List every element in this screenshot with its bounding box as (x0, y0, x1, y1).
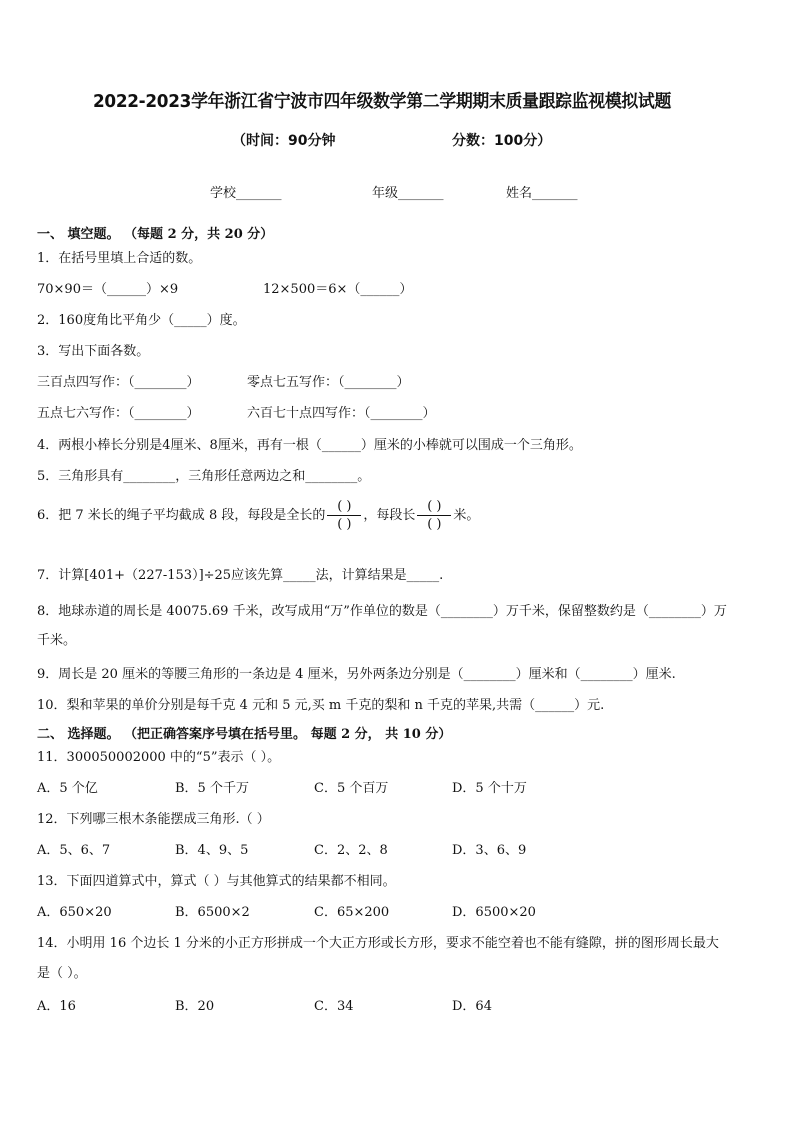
question-6-prefix: 6．把 7 米长的绳子平均截成 8 段，每段是全长的 (37, 507, 326, 523)
question-1b: 12×500＝6×（______） (263, 282, 413, 297)
question-2: 2．160度角比平角少（_____）度。 (37, 313, 246, 328)
question-13: 13．下面四道算式中，算式（ ）与其他算式的结果都不相同。 (37, 874, 396, 889)
q14-option-b: B．20 (175, 999, 215, 1014)
exam-time: （时间：90分钟 (232, 133, 336, 149)
q12-option-a: A．5、6、7 (37, 843, 111, 858)
q14-option-d: D．64 (452, 999, 492, 1014)
question-3c: 五点七六写作：（________） (37, 406, 200, 421)
question-14-line1: 14．小明用 16 个边长 1 分米的小正方形拼成一个大正方形或长方形，要求不能空着也不能有缝隙，拼的图形周长最大 (37, 936, 719, 951)
q12-option-d: D．3、6、9 (452, 843, 527, 858)
q11-option-b: B．5 个千万 (175, 781, 249, 796)
question-3d: 六百七十点四写作：（________） (247, 406, 436, 421)
fraction-blank-1 (327, 498, 361, 533)
question-3b: 零点七五写作：（________） (247, 375, 410, 390)
q12-option-c: C．2、2、8 (314, 843, 388, 858)
fraction-numerator: ( ) (427, 499, 442, 514)
question-3a: 三百点四写作：（________） (37, 375, 200, 390)
question-10: 10．梨和苹果的单价分别是每千克 4 元和 5 元,买 m 千克的梨和 n 千克的苹果,共需（______）元. (37, 698, 605, 713)
question-11: 11．300050002000 中的“5”表示（ ）。 (37, 750, 281, 765)
fraction-blank-2 (417, 498, 451, 533)
section-title-fill-blank: 一、 填空题。 （每题 2 分，共 20 分） (37, 227, 274, 242)
question-6 (37, 498, 479, 533)
section-title-choice: 二、 选择题。 （把正确答案序号填在括号里。 每题 2 分， 共 10 分） (37, 727, 452, 742)
question-6-middle: ，每段长 (363, 507, 416, 523)
q11-option-c: C．5 个百万 (314, 781, 389, 796)
q13-option-c: C．65×200 (314, 905, 390, 920)
question-12: 12．下列哪三根木条能摆成三角形.（ ） (37, 812, 270, 827)
question-8-line1: 8．地球赤道的周长是 40075.69 千米，改写成用“万”作单位的数是（________）万千米，保留整数约是（________）万 (37, 604, 727, 619)
q14-option-a: A．16 (37, 999, 76, 1014)
question-6-suffix: 米。 (453, 507, 480, 523)
q11-option-a: A．5 个亿 (37, 781, 98, 796)
question-4: 4．两根小棒长分别是4厘米、8厘米，再有一根（______）厘米的小棒就可以围成一个三角形。 (37, 438, 582, 453)
exam-title: 2022-2023学年浙江省宁波市四年级数学第二学期期末质量跟踪监视模拟试题 (92, 92, 672, 112)
question-14-line2: 是（ ）。 (37, 966, 87, 981)
q13-option-a: A．650×20 (37, 905, 112, 920)
q14-option-c: C．34 (314, 999, 354, 1014)
question-9: 9．周长是 20 厘米的等腰三角形的一条边是 4 厘米，另外两条边分别是（________）厘米和（________）厘米. (37, 667, 676, 682)
exam-score: 分数：100分） (452, 133, 552, 149)
question-5: 5．三角形具有________，三角形任意两边之和________。 (37, 469, 371, 484)
fraction-denominator: ( ) (337, 517, 352, 532)
q13-option-d: D．6500×20 (452, 905, 536, 920)
fraction-denominator: ( ) (427, 517, 442, 532)
question-1a: 70×90＝（______）×9 (37, 282, 179, 297)
name-field: 姓名_______ (506, 186, 578, 201)
question-1: 1．在括号里填上合适的数。 (37, 251, 202, 266)
q13-option-b: B．6500×2 (175, 905, 250, 920)
question-8-line2: 千米。 (37, 633, 77, 648)
question-7: 7．计算[401+（227-153）]÷25应该先算_____法，计算结果是_____. (37, 568, 444, 583)
fraction-numerator: ( ) (337, 499, 352, 514)
question-3: 3．写出下面各数。 (37, 344, 150, 359)
q11-option-d: D．5 个十万 (452, 781, 527, 796)
q12-option-b: B．4、9、5 (175, 843, 249, 858)
grade-field: 年级_______ (372, 186, 444, 201)
school-field: 学校_______ (210, 186, 282, 201)
